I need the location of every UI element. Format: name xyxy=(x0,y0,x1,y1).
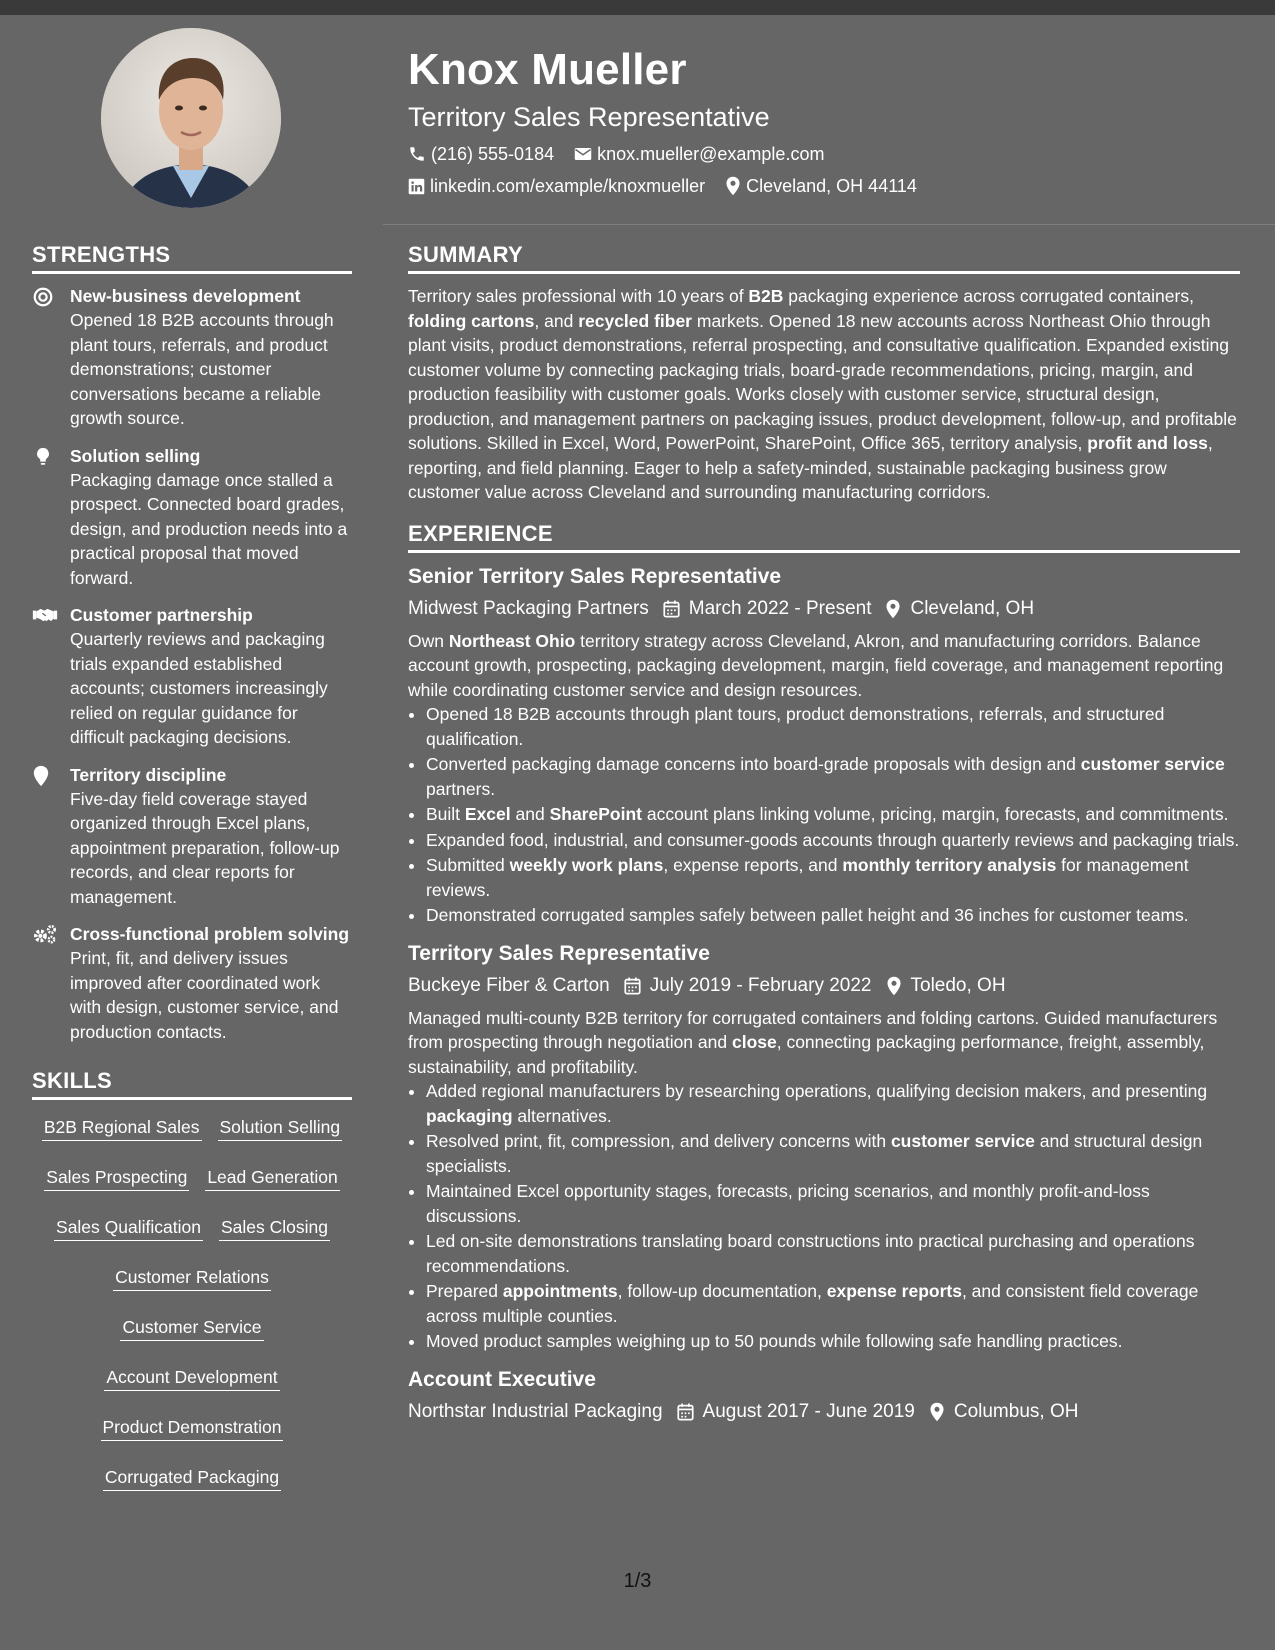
strength-title: Customer partnership xyxy=(70,605,253,625)
strength-item xyxy=(32,444,352,591)
job-company xyxy=(408,595,649,623)
resume-header xyxy=(408,40,1248,197)
calendar-icon xyxy=(624,977,650,995)
main-content xyxy=(408,240,1240,1432)
text-run: Added regional manufacturers by researching operations, qualifying decision makers, and presenting xyxy=(426,1081,1208,1101)
skill-tag: Sales Prospecting xyxy=(44,1166,189,1191)
location-text: Toledo, OH xyxy=(910,974,1006,996)
text-run: Expanded food, industrial, and consumer-goods accounts through quarterly reviews and packaging trials. xyxy=(426,829,1240,850)
candidate-title: Territory Sales Representative xyxy=(408,102,770,132)
bullet-item xyxy=(426,802,1240,827)
bullet-item xyxy=(426,853,1240,902)
strength-description: Five-day field coverage stayed organized through Excel plans, appointment preparation, follow-up records, and clear reports for management. xyxy=(70,788,340,907)
job-company xyxy=(408,972,610,1000)
experience-heading: EXPERIENCE xyxy=(408,519,1240,553)
bullet-item xyxy=(426,1229,1240,1278)
text-run: alternatives. xyxy=(512,1105,612,1126)
strength-description: Print, fit, and delivery issues improved after coordinated work with design, customer service, and production contacts. xyxy=(70,948,339,1042)
bold-text: folding cartons xyxy=(408,310,535,331)
bullet-item xyxy=(426,702,1240,751)
text-run: , and consistent field coverage across multiple counties. xyxy=(426,1281,1199,1326)
strength-item xyxy=(32,763,352,910)
candidate-name: Knox Mueller xyxy=(408,45,687,94)
strength-body xyxy=(70,763,352,910)
bold-text: customer service xyxy=(1080,754,1225,774)
strength-body xyxy=(70,922,352,1044)
experience-list xyxy=(408,563,1240,1426)
summary-heading: SUMMARY xyxy=(408,240,1240,274)
text-run: territory strategy across Cleveland, Akron, and manufacturing corridors. Balance account growth, prospecting, packaging development, margin, field coverage, and management reporting while coordinating customer service and design resources. xyxy=(408,630,1224,700)
email-contact[interactable] xyxy=(574,143,824,165)
text-run: and structural design specialists. xyxy=(426,1131,1203,1176)
text-run: and xyxy=(510,804,550,824)
bold-text: appointments xyxy=(502,1281,618,1301)
skill-tag: B2B Regional Sales xyxy=(42,1116,202,1141)
job-meta xyxy=(408,595,1240,623)
job-bullets xyxy=(408,702,1240,928)
bold-text: customer service xyxy=(890,1131,1035,1151)
job-location xyxy=(929,1398,1079,1426)
strength-body xyxy=(70,284,352,431)
map-pin-icon xyxy=(886,976,911,996)
skill-tag: Account Development xyxy=(104,1366,279,1391)
skill-tag: Corrugated Packaging xyxy=(103,1466,281,1491)
strengths-heading: STRENGTHS xyxy=(32,240,352,274)
text-run: Demonstrated corrugated samples safely between pallet height and 36 inches for customer teams. xyxy=(426,905,1189,925)
bullet-item xyxy=(426,1079,1240,1128)
bullet-item xyxy=(426,752,1240,801)
bullet-item xyxy=(426,828,1240,853)
strength-title: Territory discipline xyxy=(70,764,227,785)
linkedin-contact[interactable] xyxy=(408,175,705,197)
bold-text: expense reports xyxy=(826,1281,962,1301)
job-meta xyxy=(408,972,1240,1000)
date-range: August 2017 - June 2019 xyxy=(702,1400,915,1422)
sidebar xyxy=(32,240,352,1510)
skill-tag: Customer Relations xyxy=(113,1266,271,1291)
job-entry xyxy=(408,940,1240,1354)
skills-list xyxy=(32,1110,352,1510)
phone-number: (216) 555-0184 xyxy=(431,144,555,164)
skill-tag: Customer Service xyxy=(120,1316,263,1341)
bold-text: Excel xyxy=(464,804,511,824)
bold-text: Northeast Ohio xyxy=(448,630,576,651)
skill-tag: Lead Generation xyxy=(205,1166,339,1191)
text-run: Built xyxy=(426,804,465,824)
map-pin-icon xyxy=(725,176,741,196)
bullet-item xyxy=(426,1179,1240,1228)
text-run: , follow-up documentation, xyxy=(617,1281,827,1301)
phone-icon xyxy=(408,145,426,163)
skills-heading: SKILLS xyxy=(32,1066,352,1100)
text-run: for management reviews. xyxy=(426,855,1189,900)
job-description xyxy=(408,1006,1240,1080)
contact-row-2 xyxy=(408,175,1248,197)
header-divider xyxy=(383,224,1275,225)
job-meta xyxy=(408,1398,1240,1426)
text-run: Resolved print, fit, compression, and delivery concerns with xyxy=(426,1131,891,1151)
strength-item xyxy=(32,603,352,750)
text-run: Submitted xyxy=(426,855,510,875)
location-text: Cleveland, OH 44114 xyxy=(746,176,917,196)
job-entry xyxy=(408,1366,1240,1426)
date-range: March 2022 - Present xyxy=(688,597,872,619)
map-pin-icon xyxy=(885,599,910,619)
text-run: , connecting packaging performance, freight, assembly, sustainability, and profitability. xyxy=(408,1032,1205,1077)
linkedin-url: linkedin.com/example/knoxmueller xyxy=(430,176,706,196)
summary-text xyxy=(408,284,1240,505)
text-run: Converted packaging damage concerns into board-grade proposals with design and xyxy=(426,754,1081,774)
calendar-icon xyxy=(677,1403,703,1421)
text-run: Territory sales professional with 10 years of xyxy=(408,286,749,306)
strength-item xyxy=(32,284,352,431)
text-run: Opened 18 B2B accounts through plant tours, product demonstrations, referrals, and structured qualification. xyxy=(426,704,1165,749)
bullet-item xyxy=(426,1129,1240,1178)
top-bar xyxy=(0,0,1275,15)
date-range: July 2019 - February 2022 xyxy=(649,974,872,996)
calendar-icon xyxy=(663,600,689,618)
bold-text: close xyxy=(731,1032,777,1052)
text-run: Led on-site demonstrations translating board constructions into practical purchasing and operations recommendations. xyxy=(426,1231,1195,1276)
text-run: account plans linking volume, pricing, margin, forecasts, and commitments. xyxy=(641,804,1229,824)
bold-text: packaging xyxy=(426,1105,513,1126)
bold-text: profit and loss xyxy=(1087,433,1208,453)
strength-title: Cross-functional problem solving xyxy=(70,924,350,944)
strength-title: New-business development xyxy=(70,286,301,306)
company-name: Midwest Packaging Partners xyxy=(408,597,649,619)
avatar xyxy=(101,28,281,208)
skill-tag: Sales Closing xyxy=(219,1216,330,1241)
bullet-item xyxy=(426,1279,1240,1328)
profile-photo xyxy=(101,28,281,208)
text-run: Own xyxy=(408,630,449,651)
job-role: Senior Territory Sales Representative xyxy=(408,564,782,588)
job-location xyxy=(886,972,1006,1000)
strength-description: Opened 18 B2B accounts through plant tours, referrals, and product demonstrations; customer conversations became a reliable growth source. xyxy=(70,310,334,428)
text-run: Managed multi-county B2B territory for corrugated containers and folding cartons. Guided manufacturers from prospecting through negotiation and xyxy=(408,1007,1218,1052)
bold-text: SharePoint xyxy=(549,804,642,824)
job-description xyxy=(408,629,1240,703)
map-pin-icon xyxy=(929,1402,954,1422)
skill-tag: Solution Selling xyxy=(218,1116,343,1141)
location-contact xyxy=(725,175,917,197)
text-run: packaging experience across corrugated containers, xyxy=(783,286,1194,306)
envelope-icon xyxy=(574,146,592,162)
job-dates xyxy=(677,1398,915,1426)
job-dates xyxy=(624,972,872,1000)
text-run: markets. Opened 18 new accounts across Northeast Ohio through plant visits, product demonstrations, referral prospecting, and consultative qualification. Expanded existing customer volume by connecting packaging trials, board-grade recommendations, pricing, margin, and production feasibility with customer goals. Works closely with customer service, structural design, production, and management partners on packaging issues, product development, follow-up, and profitable solutions. Skilled in Excel, Word, PowerPoint, SharePoint, Office 365, territory analysis, xyxy=(408,310,1237,453)
page-number: 1/3 xyxy=(623,1570,652,1592)
text-run: , and xyxy=(534,310,579,331)
strengths-list xyxy=(32,284,352,1044)
job-company xyxy=(408,1398,663,1426)
strength-description: Packaging damage once stalled a prospect. Connected board grades, design, and production needs into a practical proposal that moved forward. xyxy=(70,469,348,588)
contact-row-1 xyxy=(408,143,1248,165)
text-run: Prepared xyxy=(426,1281,503,1301)
job-role: Account Executive xyxy=(408,1367,596,1391)
strength-item xyxy=(32,922,352,1044)
job-location xyxy=(885,595,1034,623)
text-run: Moved product samples weighing up to 50 pounds while following safe handling practices. xyxy=(426,1331,1123,1351)
strength-body xyxy=(70,603,352,750)
map-pin-icon xyxy=(32,763,70,910)
linkedin-icon xyxy=(408,178,425,195)
job-bullets xyxy=(408,1079,1240,1354)
bold-text: weekly work plans xyxy=(509,855,664,875)
handshake-icon xyxy=(32,603,70,750)
text-run: , expense reports, and xyxy=(663,855,843,875)
location-text: Columbus, OH xyxy=(953,1400,1079,1422)
text-run: , reporting, and field planning. Eager to help a safety-minded, sustainable packaging business grow customer value across Cleveland and surrounding manufacturing corridors. xyxy=(408,433,1213,502)
gears-icon xyxy=(32,922,70,1044)
company-name: Buckeye Fiber & Carton xyxy=(408,974,610,996)
text-run: partners. xyxy=(426,778,496,799)
bullet-item xyxy=(426,1329,1240,1354)
skill-tag: Sales Qualification xyxy=(54,1216,203,1241)
job-dates xyxy=(663,595,872,623)
bold-text: monthly territory analysis xyxy=(842,855,1057,875)
lightbulb-icon xyxy=(32,444,70,591)
job-entry xyxy=(408,563,1240,928)
skill-tag: Product Demonstration xyxy=(101,1416,284,1441)
location-text: Cleveland, OH xyxy=(910,597,1035,619)
strength-description: Quarterly reviews and packaging trials expanded established accounts; customers increasingly relied on regular guidance for difficult packaging decisions. xyxy=(70,629,328,747)
bold-text: B2B xyxy=(748,286,784,306)
strength-title: Solution selling xyxy=(70,445,201,466)
company-name: Northstar Industrial Packaging xyxy=(408,1400,663,1422)
strength-body xyxy=(70,444,352,591)
bullet-item xyxy=(426,903,1240,928)
phone-contact[interactable] xyxy=(408,143,554,165)
job-role: Territory Sales Representative xyxy=(408,941,710,965)
text-run: Maintained Excel opportunity stages, forecasts, pricing scenarios, and monthly profit-and-loss discussions. xyxy=(426,1181,1150,1226)
bold-text: recycled fiber xyxy=(578,310,692,331)
email-address: knox.mueller@example.com xyxy=(597,144,825,164)
target-icon xyxy=(32,284,70,431)
